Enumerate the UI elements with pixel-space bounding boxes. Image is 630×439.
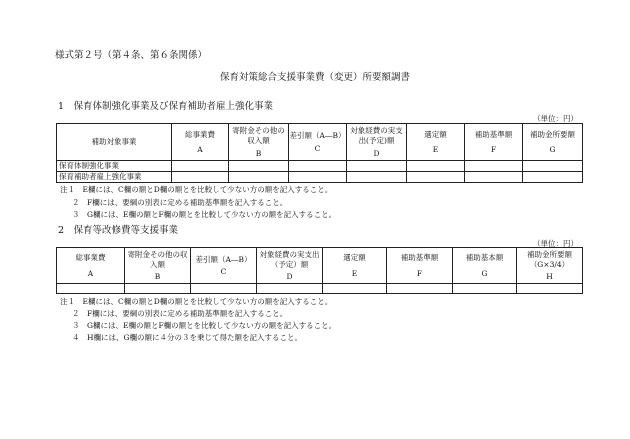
s1-col-label: 寄附金その他の収入額 B (229, 124, 289, 161)
s1-col-label: 選定額 E (407, 124, 465, 161)
note: ２ F欄には、要綱の別表に定める補助基準額を記入すること。 (72, 198, 288, 207)
s2-col-label: 対象経費の実支出（予定）額 D (257, 248, 323, 284)
s1-col-label: 総事業費 A (172, 124, 229, 161)
s2-col-label: 総事業費 A (57, 248, 125, 284)
table-row (57, 161, 583, 172)
s1-col-label: 補助対象事業 (57, 124, 172, 161)
note: ３ G欄には、E欄の額とF欄の額とを比較して少ない方の額を記入すること。 (72, 321, 337, 330)
section2-unit: （単位：円） (533, 239, 578, 248)
row-label: 保育体制強化事業 (57, 161, 172, 172)
s2-col-label: 寄附金その他の収入額 B (125, 248, 191, 284)
section1-heading: 1 保育体制強化事業及び保育補助者雇上強化事業 (58, 101, 274, 112)
row-label: 保育補助者雇上強化事業 (57, 172, 172, 183)
section1-table (56, 123, 583, 183)
section1-unit: （単位：円） (533, 114, 578, 123)
table-row (57, 172, 583, 183)
document-title: 保育対策総合支援事業費（変更）所要額調書 (219, 72, 410, 83)
table-row (57, 284, 583, 294)
s2-col-label: 補助基本額 G (453, 248, 517, 284)
s2-col-label: 選定額 E (323, 248, 387, 284)
s2-col-label: 補助金所要額（G×3/4） H (517, 248, 583, 284)
s1-col-label: 補助基準額 F (465, 124, 523, 161)
section2-table (56, 247, 583, 294)
s2-col-label: 補助基準額 F (387, 248, 453, 284)
note: ２ F欄には、要綱の別表に定める補助基準額を記入すること。 (72, 309, 288, 318)
note: ３ G欄には、E欄の額とF欄の額とを比較して少ない方の額を記入すること。 (72, 210, 337, 219)
form-number: 様式第２号（第４条、第６条関係） (55, 50, 208, 61)
section2-heading: 2 保育等改修費等支援事業 (58, 225, 179, 236)
s1-col-label: 差引額（A―B） C (289, 124, 347, 161)
s1-col-label: 対象経費の実支出(予定)額 D (347, 124, 407, 161)
note: 注１ E欄には、C欄の額とD欄の額とを比較して少ない方の額を記入すること。 (60, 297, 333, 306)
note: ４ H欄には、G欄の額に４分の３を乗じて得た額を記入すること。 (72, 333, 303, 342)
s2-col-label: 差引額（A―B） C (191, 248, 257, 284)
note: 注１ E欄には、C欄の額とD欄の額とを比較して少ない方の額を記入すること。 (60, 185, 333, 194)
s1-col-label: 補助金所要額 G (523, 124, 583, 161)
